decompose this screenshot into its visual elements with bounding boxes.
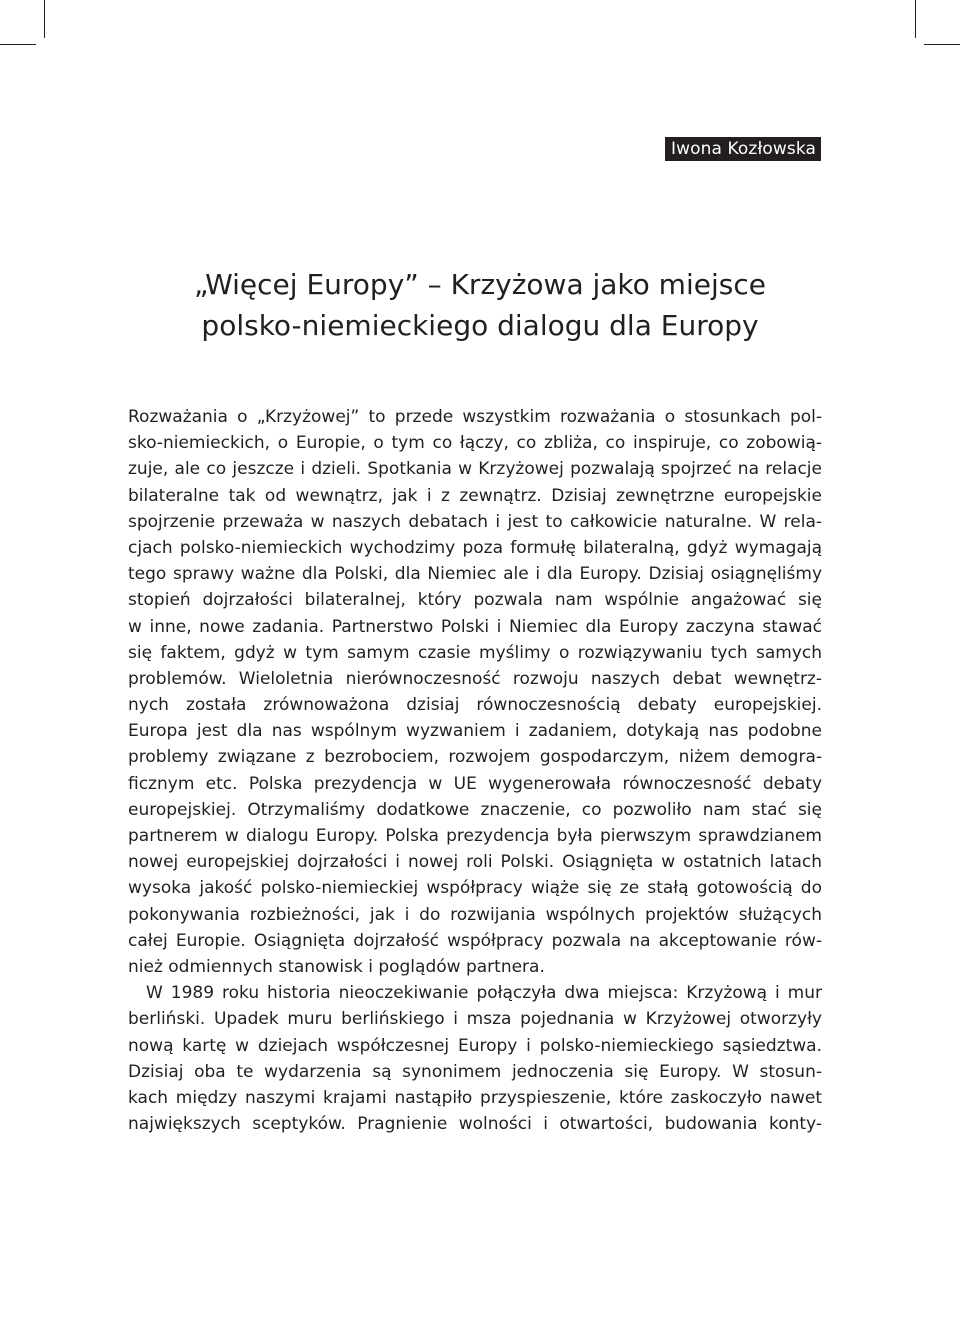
body-line: W 1989 roku historia nieoczekiwanie połączyła dwa miejsca: Krzyżową i mur	[146, 983, 822, 1004]
body-line: sko-niemieckich, o Europie, o tym co łączy, co zbliża, co inspiruje, co zobowią-	[128, 433, 822, 454]
body-line: pokonywania rozbieżności, jak i do rozwijania wspólnych projektów służących	[128, 904, 822, 925]
article-body	[128, 404, 822, 1137]
body-line: problemów. Wieloletnia nierównoczesność rozwoju naszych debat wewnętrz-	[128, 668, 822, 689]
body-line: się faktem, gdyż w tym samym czasie myślimy o rozwiązywaniu tych samych	[128, 642, 822, 663]
body-line: nową kartę w dziejach współczesnej Europy i polsko-niemieckiego sąsiedztwa.	[128, 1035, 822, 1056]
crop-mark-left-vertical	[44, 0, 45, 38]
body-line: wysoka jakość polsko-niemieckiej współpracy wiąże się ze stałą gotowością do	[128, 878, 822, 899]
body-line: problemy związane z bezrobociem, rozwojem gospodarczym, niżem demogra-	[128, 747, 822, 768]
body-line: kach między naszymi krajami nastąpiło przyspieszenie, które zaskoczyło nawet	[128, 1087, 822, 1108]
body-line: cjach polsko-niemieckich wychodzimy poza formułę bilateralną, gdyż wymagają	[128, 537, 822, 558]
crop-mark-right-vertical	[915, 0, 916, 38]
body-line: stopień dojrzałości bilateralnej, który pozwala nam wspólnie angażować się	[128, 590, 822, 611]
body-line: Europa jest dla nas wspólnym wyzwaniem i zadaniem, dotykają nas podobne	[128, 721, 822, 742]
author-label: Iwona Kozłowska	[665, 137, 821, 161]
body-line: nowej europejskiej dojrzałości i nowej roli Polski. Osiągnięta w ostatnich latach	[128, 852, 822, 873]
body-line: całej Europie. Osiągnięta dojrzałość współpracy pozwala na akceptowanie rów-	[128, 930, 822, 951]
body-line: berliński. Upadek muru berlińskiego i msza pojednania w Krzyżowej otworzyły	[128, 1009, 822, 1030]
crop-mark-left-horizontal	[0, 44, 36, 45]
body-line: partnerem w dialogu Europy. Polska prezydencja była pierwszym sprawdzianem	[128, 826, 822, 846]
crop-mark-right-horizontal	[924, 44, 960, 45]
title-line: polsko-niemieckiego dialogu dla Europy	[201, 309, 759, 342]
article-title	[100, 264, 860, 346]
body-line: nych została zrównoważona dzisiaj równoczesnością debaty europejskiej.	[128, 695, 822, 716]
body-line: Rozważania o „Krzyżowej” to przede wszystkim rozważania o stosunkach pol-	[128, 407, 822, 427]
body-line: Dzisiaj oba te wydarzenia są synonimem jednoczenia się Europy. W stosun-	[128, 1061, 822, 1082]
body-line: w inne, nowe zadania. Partnerstwo Polski i Niemiec dla Europy zaczyna stawać	[128, 616, 822, 637]
body-line: tego sprawy ważne dla Polski, dla Niemiec ale i dla Europy. Dzisiaj osiągnęliśmy	[128, 564, 822, 585]
body-line: ficznym etc. Polska prezydencja w UE wygenerowała równoczesność debaty	[128, 773, 822, 794]
body-line: bilateralne tak od wewnątrz, jak i z zewnątrz. Dzisiaj zewnętrzne europejskie	[128, 485, 822, 506]
body-line: europejskiej. Otrzymaliśmy dodatkowe znaczenie, co pozwoliło nam stać się	[128, 799, 822, 820]
body-line: spojrzenie przeważa w naszych debatach i jest to całkowicie naturalne. W rela-	[128, 511, 822, 532]
body-line: nież odmiennych stanowisk i poglądów partnera.	[128, 956, 545, 977]
body-line: zuje, ale co jeszcze i dzieli. Spotkania w Krzyżowej pozwalają spojrzeć na relacje	[128, 459, 822, 480]
title-line: „Więcej Europy” – Krzyżowa jako miejsce	[194, 268, 766, 301]
body-line: największych sceptyków. Pragnienie wolności i otwartości, budowania konty-	[128, 1114, 822, 1135]
